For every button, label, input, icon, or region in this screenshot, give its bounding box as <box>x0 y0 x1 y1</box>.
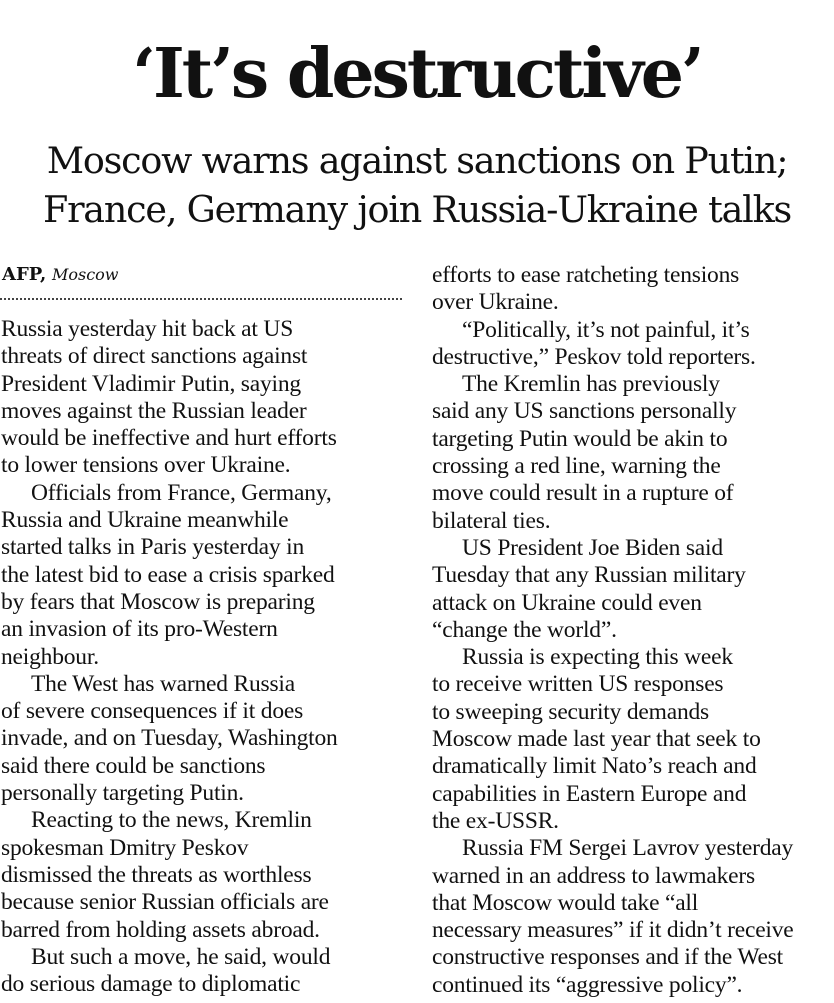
subheadline-line: Moscow warns against sanctions on Putin; <box>46 139 788 182</box>
body-text-line: Tuesday that any Russian military <box>432 562 746 589</box>
headline: ‘It’s destructive’ <box>132 34 702 114</box>
body-text-line: The Kremlin has previously <box>462 371 720 398</box>
body-text-line: of severe consequences if it does <box>1 698 304 725</box>
body-text-line: would be ineffective and hurt efforts <box>1 425 337 452</box>
subheadline <box>0 136 834 234</box>
body-text-line: Russia and Ukraine meanwhile <box>1 507 289 534</box>
body-text-line: threats of direct sanctions against <box>1 343 308 370</box>
body-text-line: dismissed the threats as worthless <box>1 861 312 888</box>
body-text-line: invade, and on Tuesday, Washington <box>1 725 338 752</box>
body-text-line: moves against the Russian leader <box>1 397 307 424</box>
body-text-line: do serious damage to diplomatic <box>1 971 301 998</box>
body-text-line: started talks in Paris yesterday in <box>1 534 304 561</box>
body-text-line: dramatically limit Nato’s reach and <box>432 753 757 780</box>
body-text-line: “change the world”. <box>432 616 617 643</box>
body-text-line: to receive written US responses <box>432 671 724 698</box>
body-text-line: said there could be sanctions <box>1 752 266 779</box>
body-text-line: constructive responses and if the West <box>432 944 783 971</box>
body-text-line: necessary measures” if it didn’t receive <box>432 917 794 944</box>
body-text-line: Officials from France, Germany, <box>31 479 332 506</box>
body-text-line: US President Joe Biden said <box>462 534 723 561</box>
body-text-line: Russia is expecting this week <box>462 644 733 671</box>
body-text-line: efforts to ease ratcheting tensions <box>432 262 740 288</box>
byline-divider <box>0 298 402 300</box>
body-text-line: But such a move, he said, would <box>31 943 331 970</box>
body-text-line: to lower tensions over Ukraine. <box>1 452 291 479</box>
body-text-line: move could result in a rupture of <box>432 480 734 507</box>
body-text-line: Russia yesterday hit back at US <box>1 316 294 342</box>
body-text-line: to sweeping security demands <box>432 698 709 725</box>
subheadline-line: France, Germany join Russia-Ukraine talks <box>42 188 792 231</box>
body-text-line: targeting Putin would be akin to <box>432 425 728 452</box>
byline-agency: AFP, <box>2 264 47 285</box>
body-text-line: Reacting to the news, Kremlin <box>31 807 312 834</box>
body-text-line: that Moscow would take “all <box>432 889 699 916</box>
body-column-left <box>1 316 405 998</box>
body-text-line: said any US sanctions personally <box>432 398 737 425</box>
body-text-line: the latest bid to ease a crisis sparked <box>1 561 335 588</box>
body-text-line: the ex-USSR. <box>432 807 559 834</box>
body-text-line: because senior Russian officials are <box>1 889 329 916</box>
body-text-line: by fears that Moscow is preparing <box>1 588 315 615</box>
body-text-line: attack on Ukraine could even <box>432 589 702 616</box>
body-text-line: Moscow made last year that seek to <box>432 726 761 753</box>
byline-place: Moscow <box>51 265 119 284</box>
byline <box>2 262 118 288</box>
body-text-line: continued its “aggressive policy”. <box>432 971 743 998</box>
body-column-right <box>432 262 834 999</box>
body-text-line: spokesman Dmitry Peskov <box>1 834 249 861</box>
body-text-line: “Politically, it’s not painful, it’s <box>462 316 750 343</box>
body-text-line: neighbour. <box>1 643 99 670</box>
body-text-line: crossing a red line, warning the <box>432 453 721 480</box>
body-text-line: barred from holding assets abroad. <box>1 916 320 943</box>
body-text-line: bilateral ties. <box>432 507 551 534</box>
body-text-line: capabilities in Eastern Europe and <box>432 780 747 807</box>
body-text-line: personally targeting Putin. <box>1 780 244 807</box>
body-text-line: President Vladimir Putin, saying <box>1 370 301 397</box>
body-text-line: Russia FM Sergei Lavrov yesterday <box>462 835 794 862</box>
body-text-line: The West has warned Russia <box>31 670 295 697</box>
body-text-line: over Ukraine. <box>432 289 559 316</box>
body-text-line: destructive,” Peskov told reporters. <box>432 343 756 370</box>
body-text-line: an invasion of its pro-Western <box>1 616 278 643</box>
body-text-line: warned in an address to lawmakers <box>432 862 755 889</box>
